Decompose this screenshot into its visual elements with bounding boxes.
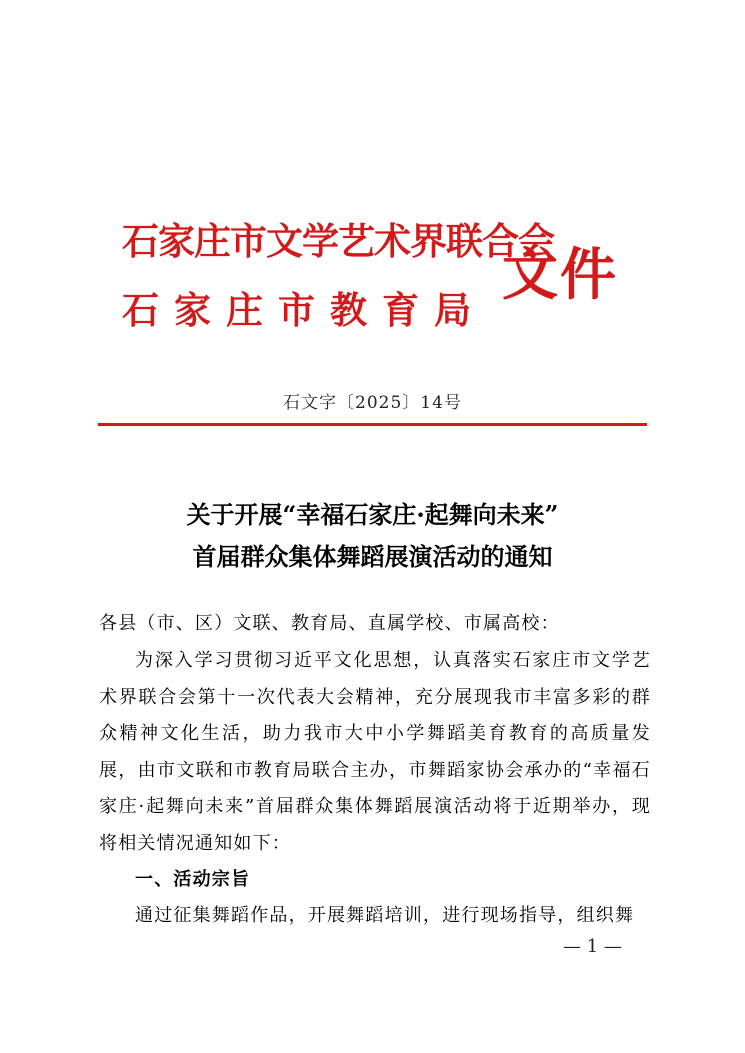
issuing-org-2: 石家庄市教育局 — [122, 288, 486, 332]
document-title-line-2: 首届群众集体舞蹈展演活动的通知 — [192, 542, 553, 571]
red-divider-line — [98, 423, 647, 426]
body-paragraph-1: 为深入学习贯彻习近平文化思想，认真落实石家庄市文学艺术界联合会第十一次代表大会精神，充分展现我市丰富多彩的群众精神文化生活，助力我市大中小学舞蹈美育教育的高质量发展，由市文联和市教育局联合主办，市舞蹈家协会承办的“幸福石家庄·起舞向未来”首届群众集体舞蹈展演活动将于近期举办，现将相关情况通知如下： — [99, 650, 651, 854]
salutation: 各县（市、区）文联、教育局、直属学校、市属高校： — [99, 613, 560, 634]
issuing-org-1: 石家庄市文学艺术界联合会 — [122, 219, 554, 263]
document-type-label: 文件 — [502, 242, 618, 308]
document-title-line-1: 关于开展“幸福石家庄·起舞向未来” — [186, 500, 559, 529]
page-number: — 1 — — [563, 936, 622, 957]
document-number: 石文字〔2025〕14号 — [283, 393, 462, 413]
body-paragraph-2: 通过征集舞蹈作品，开展舞蹈培训，进行现场指导，组织舞 — [135, 905, 635, 926]
section-heading-1: 一、活动宗旨 — [135, 869, 251, 890]
